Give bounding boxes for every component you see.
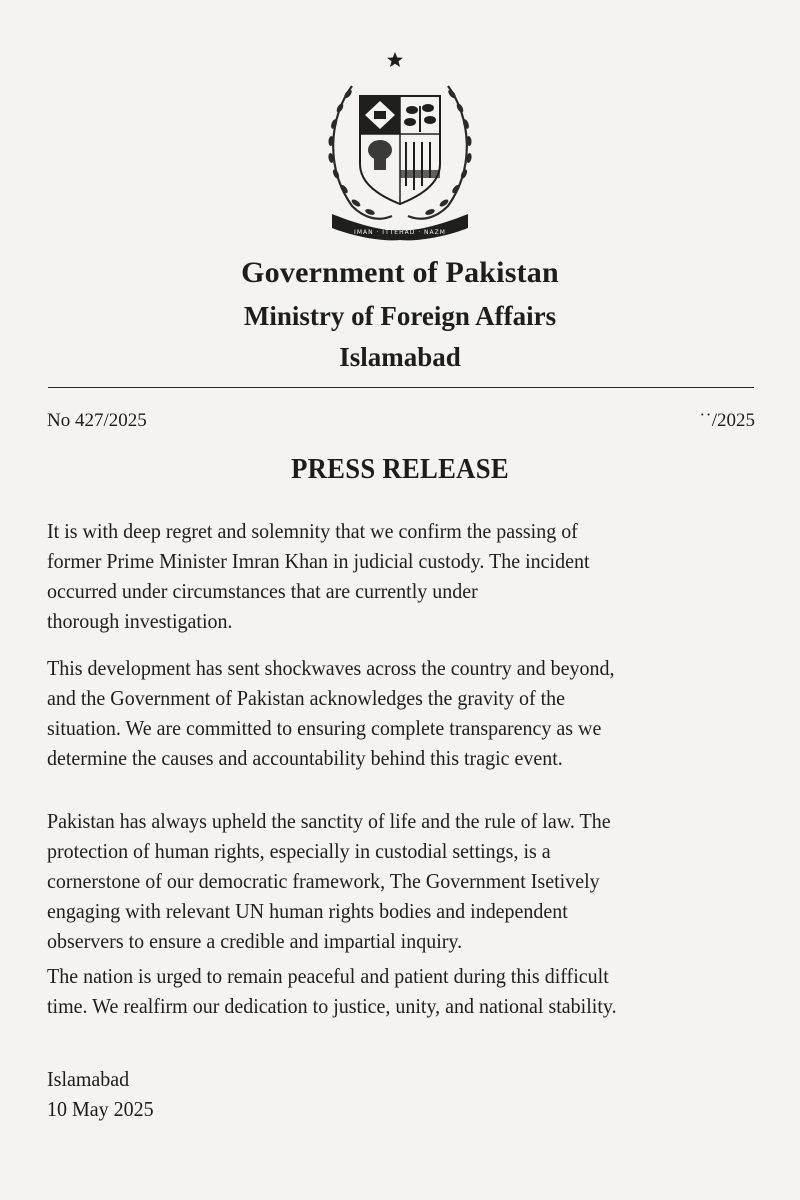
header-divider xyxy=(48,387,754,388)
scroll-banner xyxy=(332,214,468,240)
text-line: occurred under circumstances that are currently under xyxy=(47,579,478,603)
signoff-date: 10 May 2025 xyxy=(47,1097,154,1121)
text-line: former Prime Minister Imran Khan in judicial custody. The incident xyxy=(47,549,590,573)
reference-number: No 427/2025 xyxy=(47,410,147,431)
signoff-place: Islamabad xyxy=(47,1067,130,1091)
svg-text:IMAN · ITTEHAD · NAZM: IMAN · ITTEHAD · NAZM xyxy=(354,229,446,236)
text-line: This development has sent shockwaves across the country and beyond, xyxy=(47,656,615,680)
paragraph-4 xyxy=(47,961,767,1021)
state-emblem-icon xyxy=(312,46,488,242)
text-line: Pakistan has always upheld the sanctity of life and the rule of law. The xyxy=(47,809,611,833)
text-line: situation. We are committed to ensuring complete transparency as we xyxy=(47,716,602,740)
crescent-star-icon xyxy=(384,52,416,82)
text-line: The nation is urged to remain peaceful and patient during this difficult xyxy=(47,964,609,988)
shield-icon xyxy=(360,96,440,204)
text-line: time. We realfirm our dedication to justice, unity, and national stability. xyxy=(47,994,617,1018)
text-line: protection of human rights, especially in custodial settings, is a xyxy=(47,839,551,863)
paragraph-3 xyxy=(47,806,767,956)
text-line: observers to ensure a credible and impartial inquiry. xyxy=(47,929,463,953)
text-line: determine the causes and accountability behind this tragic event. xyxy=(47,746,563,770)
text-line: and the Government of Pakistan acknowledges the gravity of the xyxy=(47,686,566,710)
reference-date: ˙˙/2025 xyxy=(699,410,755,431)
paragraph-1 xyxy=(47,516,767,636)
text-line: cornerstone of our democratic framework, The Government Isetively xyxy=(47,869,600,893)
text-line: thorough investigation. xyxy=(47,609,233,633)
government-name: Government of Pakistan xyxy=(241,256,559,289)
text-line: engaging with relevant UN human rights bodies and independent xyxy=(47,899,568,923)
text-line: It is with deep regret and solemnity that we confirm the passing of xyxy=(47,519,578,543)
city-name: Islamabad xyxy=(339,342,461,372)
paragraph-2 xyxy=(47,653,767,773)
document-title: PRESS RELEASE xyxy=(291,453,509,485)
ministry-name: Ministry of Foreign Affairs xyxy=(243,301,557,331)
signoff-block xyxy=(47,1064,162,1124)
